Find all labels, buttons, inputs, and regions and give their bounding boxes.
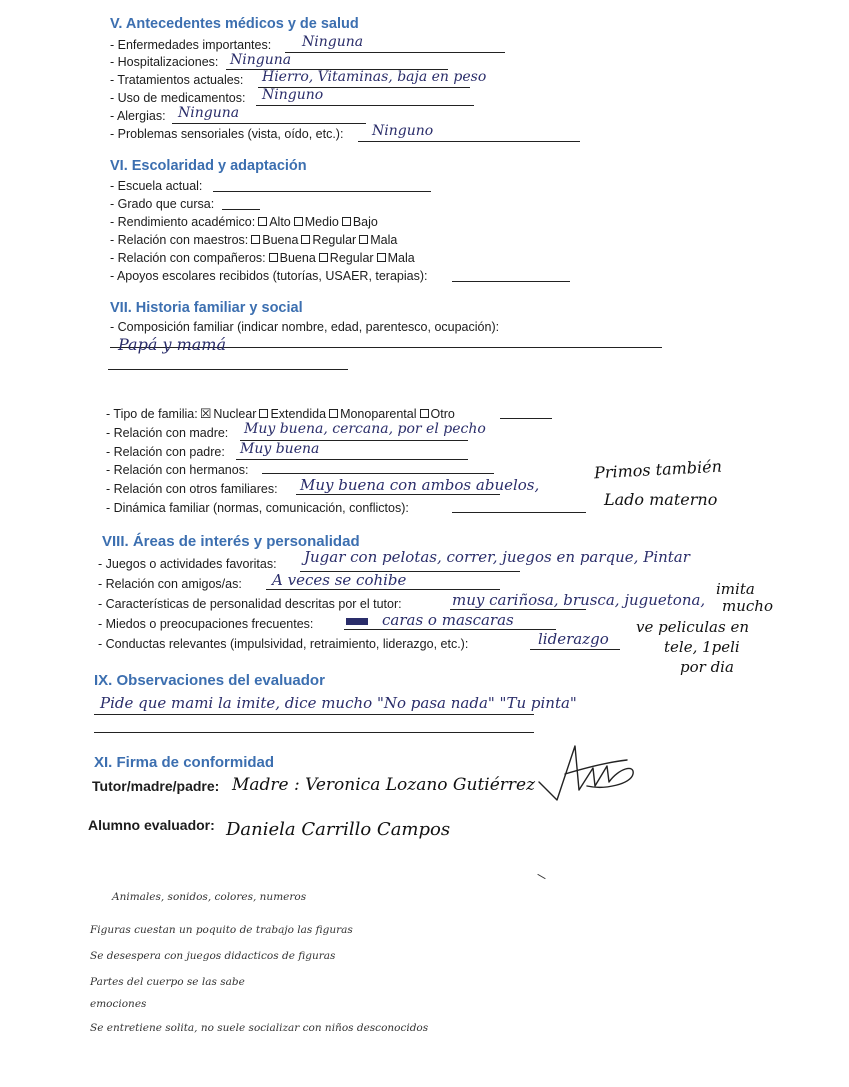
observaciones-line-1 xyxy=(94,714,534,715)
padre-line xyxy=(236,459,468,460)
note-line-2: Figuras cuestan un poquito de trabajo las figuras xyxy=(90,924,353,936)
note-line-6: Se entretiene solita, no suele socializar con niños desconocidos xyxy=(90,1022,429,1034)
otro-line xyxy=(500,418,552,419)
dinamica-line xyxy=(452,512,586,513)
checkbox[interactable] xyxy=(269,253,278,262)
option-label: Medio xyxy=(304,215,339,229)
tipo-familia-row xyxy=(106,406,455,422)
apoyos-label: - Apoyos escolares recibidos (tutorías, USAER, terapias): xyxy=(110,269,428,283)
rendimiento-row xyxy=(110,215,378,229)
checkbox[interactable] xyxy=(258,217,267,226)
grado-line xyxy=(222,209,260,210)
observaciones-answer: Pide que mami la imite, dice mucho "No pasa nada" "Tu pinta" xyxy=(100,694,577,712)
rendimiento-label: - Rendimiento académico: xyxy=(110,215,256,229)
margin-note-4: tele, 1peli xyxy=(664,638,740,656)
alergias-line xyxy=(172,123,366,124)
grado-label: - Grado que cursa: xyxy=(110,197,215,211)
checkbox[interactable] xyxy=(319,253,328,262)
sensoriales-line xyxy=(358,141,580,142)
composicion-answer: Papá y mamá xyxy=(118,335,226,354)
madre-answer: Muy buena, cercana, por el pecho xyxy=(244,421,486,437)
amigos-label: - Relación con amigos/as: xyxy=(98,577,242,591)
enfermedades-label: - Enfermedades importantes: xyxy=(110,38,272,52)
checkbox[interactable] xyxy=(420,409,429,418)
padre-label: - Relación con padre: xyxy=(106,445,225,459)
dinamica-note: Lado materno xyxy=(604,490,718,509)
enfermedades-line xyxy=(285,52,505,53)
option-label: Otro xyxy=(430,407,455,421)
stray-mark xyxy=(537,874,545,879)
padre-answer: Muy buena xyxy=(240,441,320,457)
medicamentos-line xyxy=(256,105,474,106)
option-label: Mala xyxy=(387,251,415,265)
conductas-line xyxy=(530,649,620,650)
miedos-label: - Miedos o preocupaciones frecuentes: xyxy=(98,617,314,631)
option-label: Bajo xyxy=(352,215,378,229)
option-label: Alto xyxy=(269,215,291,229)
tutor-label: Tutor/madre/padre: xyxy=(92,778,220,794)
alumno-answer: Daniela Carrillo Campos xyxy=(226,819,451,840)
checkbox[interactable] xyxy=(377,253,386,262)
medicamentos-answer: Ninguno xyxy=(262,87,324,103)
escuela-label: - Escuela actual: xyxy=(110,179,203,193)
otros-familiares-answer: Muy buena con ambos abuelos, xyxy=(300,476,540,494)
option-label: Extendida xyxy=(270,407,327,421)
tutor-answer: Madre : Veronica Lozano Gutiérrez xyxy=(232,775,536,795)
margin-note-2: mucho xyxy=(722,597,773,615)
enfermedades-answer: Ninguna xyxy=(302,34,364,50)
alergias-answer: Ninguna xyxy=(178,105,240,121)
hermanos-label: - Relación con hermanos: xyxy=(106,463,249,477)
hermanos-note: Primos también xyxy=(593,456,723,483)
caracteristicas-line xyxy=(450,609,586,610)
tipo-familia-label: - Tipo de familia: xyxy=(106,407,198,421)
option-label: Buena xyxy=(279,251,316,265)
observaciones-line-2 xyxy=(94,732,534,733)
section-vi-title: VI. Escolaridad y adaptación xyxy=(110,158,307,174)
note-line-3: Se desespera con juegos didacticos de figuras xyxy=(90,950,336,962)
escuela-line xyxy=(213,191,431,192)
alumno-label: Alumno evaluador: xyxy=(88,817,215,833)
checkbox[interactable] xyxy=(359,235,368,244)
option-label: Monoparental xyxy=(340,407,417,421)
checkbox[interactable] xyxy=(294,217,303,226)
tratamientos-label: - Tratamientos actuales: xyxy=(110,73,244,87)
hospitalizaciones-answer: Ninguna xyxy=(230,52,292,68)
margin-note-5: por dia xyxy=(680,658,734,676)
amigos-line xyxy=(266,589,500,590)
alergias-label: - Alergias: xyxy=(110,109,166,123)
otros-familiares-line xyxy=(296,494,500,495)
companeros-row xyxy=(110,251,415,265)
section-vii-title: VII. Historia familiar y social xyxy=(110,300,303,316)
checked-box-icon[interactable]: ☒ xyxy=(199,406,212,421)
sensoriales-answer: Ninguno xyxy=(372,123,434,139)
section-v-title: V. Antecedentes médicos y de salud xyxy=(110,16,359,32)
option-label: Regular xyxy=(329,251,374,265)
note-line-5: emociones xyxy=(90,998,147,1010)
section-xi-title: XI. Firma de conformidad xyxy=(94,754,275,771)
note-line-1: Animales, sonidos, colores, numeros xyxy=(112,891,307,903)
caracteristicas-answer: muy cariñosa, brusca, juguetona, xyxy=(452,591,706,609)
dinamica-label: - Dinámica familiar (normas, comunicación, conflictos): xyxy=(106,501,409,515)
sensoriales-label: - Problemas sensoriales (vista, oído, etc.): xyxy=(110,127,344,141)
amigos-answer: A veces se cohibe xyxy=(272,571,407,589)
juegos-answer: Jugar con pelotas, correr, juegos en parque, Pintar xyxy=(304,548,690,566)
option-label: Regular xyxy=(312,233,357,247)
conductas-label: - Conductas relevantes (impulsividad, retraimiento, liderazgo, etc.): xyxy=(98,637,469,651)
checkbox[interactable] xyxy=(342,217,351,226)
scribble-mark xyxy=(346,618,368,625)
otros-familiares-label: - Relación con otros familiares: xyxy=(106,482,278,496)
checkbox[interactable] xyxy=(329,409,338,418)
maestros-label: - Relación con maestros: xyxy=(110,233,249,247)
section-ix-title: IX. Observaciones del evaluador xyxy=(94,672,325,689)
signature-icon xyxy=(535,738,640,808)
checkbox[interactable] xyxy=(251,235,260,244)
margin-note-1: imita xyxy=(716,580,755,598)
checkbox[interactable] xyxy=(259,409,268,418)
option-label: Nuclear xyxy=(213,407,257,421)
option-label: Mala xyxy=(370,233,398,247)
miedos-line xyxy=(344,629,556,630)
section-viii-title: VIII. Áreas de interés y personalidad xyxy=(102,533,360,550)
medicamentos-label: - Uso de medicamentos: xyxy=(110,91,246,105)
miedos-answer: caras o mascaras xyxy=(382,611,514,629)
conductas-answer: liderazgo xyxy=(538,630,609,648)
tratamientos-answer: Hierro, Vitaminas, baja en peso xyxy=(262,69,487,85)
apoyos-line xyxy=(452,281,570,282)
hermanos-line xyxy=(262,473,494,474)
option-label: Buena xyxy=(262,233,299,247)
maestros-row xyxy=(110,233,397,247)
checkbox[interactable] xyxy=(301,235,310,244)
note-line-4: Partes del cuerpo se las sabe xyxy=(90,976,245,988)
juegos-label: - Juegos o actividades favoritas: xyxy=(98,557,277,571)
composicion-label: - Composición familiar (indicar nombre, edad, parentesco, ocupación): xyxy=(110,320,500,334)
madre-label: - Relación con madre: xyxy=(106,426,229,440)
caracteristicas-label: - Características de personalidad descritas por el tutor: xyxy=(98,597,402,611)
margin-note-3: ve peliculas en xyxy=(636,618,749,636)
companeros-label: - Relación con compañeros: xyxy=(110,251,266,265)
hospitalizaciones-label: - Hospitalizaciones: xyxy=(110,55,219,69)
composicion-line-2 xyxy=(108,369,348,370)
